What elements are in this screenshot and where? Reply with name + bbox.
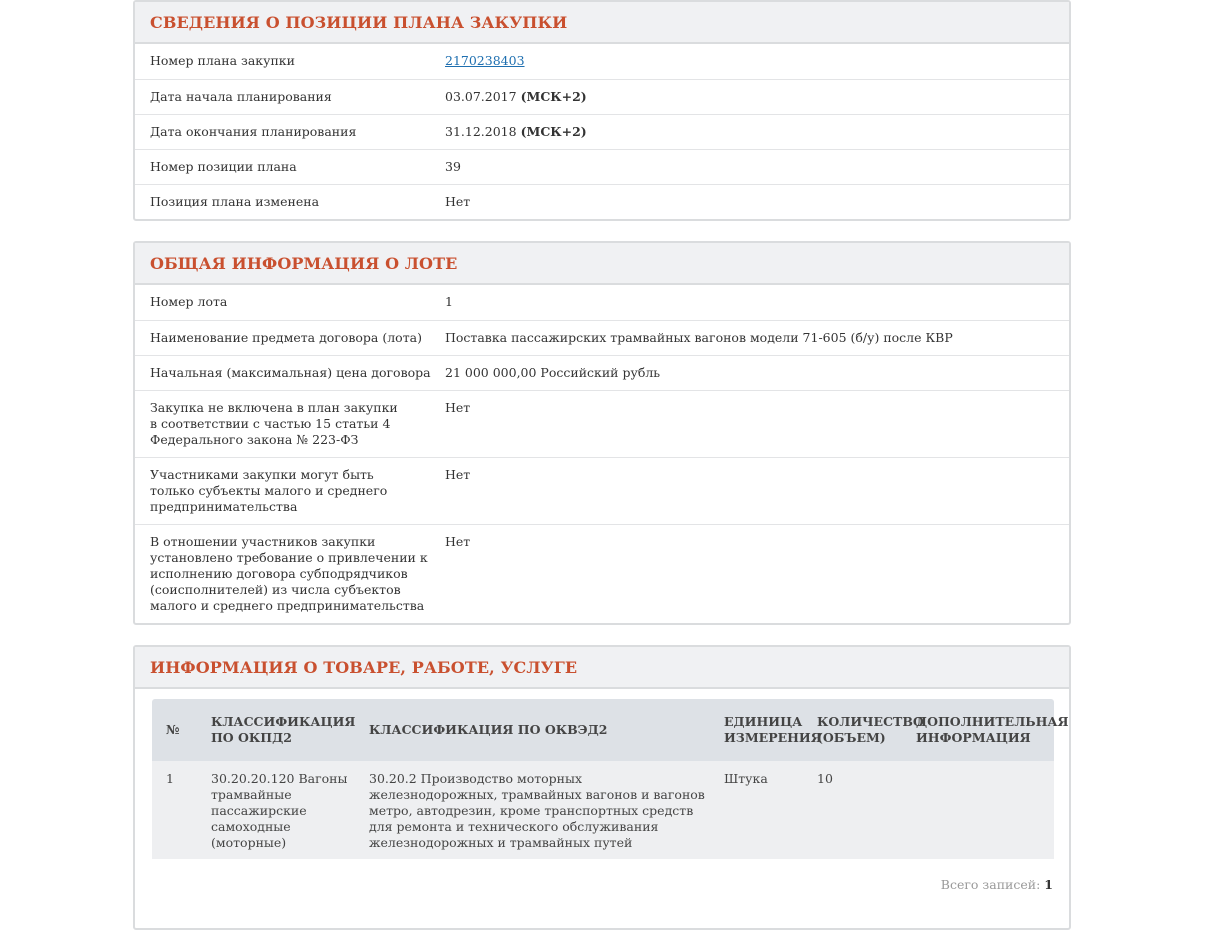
row-value: 39 xyxy=(445,159,461,174)
goods-table xyxy=(152,699,1069,859)
goods-info-panel xyxy=(133,645,1071,930)
row-label: Закупка не включена в план закупки в соответствии с частью 15 статьи 4 Федерального закона № 223-ФЗ xyxy=(150,400,398,447)
info-row xyxy=(135,184,1069,219)
lot-info-rows xyxy=(135,285,1069,624)
row-value: 31.12.2018 (МСК+2) xyxy=(445,124,587,139)
lot-info-header xyxy=(135,243,1069,285)
lot-info-title: ОБЩАЯ ИНФОРМАЦИЯ О ЛОТЕ xyxy=(150,253,458,273)
info-row xyxy=(135,355,1069,390)
info-row xyxy=(135,320,1069,355)
row-value: Нет xyxy=(445,534,471,549)
col-header-quantity: КОЛИЧЕСТВО (ОБЪЕМ) xyxy=(817,714,924,745)
table-row xyxy=(152,761,1054,859)
info-row xyxy=(135,114,1069,149)
row-value: Нет xyxy=(445,400,471,415)
row-label: Дата окончания планирования xyxy=(150,124,357,139)
row-label: Номер плана закупки xyxy=(150,53,295,68)
row-label: Номер позиции плана xyxy=(150,159,297,174)
col-header-okved2: КЛАССИФИКАЦИЯ ПО ОКВЭД2 xyxy=(369,722,608,737)
row-label: Дата начала планирования xyxy=(150,89,332,104)
timezone-suffix: (МСК+2) xyxy=(520,124,587,139)
info-row xyxy=(135,457,1069,524)
goods-info-title: ИНФОРМАЦИЯ О ТОВАРЕ, РАБОТЕ, УСЛУГЕ xyxy=(150,657,578,677)
row-label: Номер лота xyxy=(150,294,228,309)
plan-position-title: СВЕДЕНИЯ О ПОЗИЦИИ ПЛАНА ЗАКУПКИ xyxy=(150,12,568,32)
row-value: 03.07.2017 (МСК+2) xyxy=(445,89,587,104)
row-value: Нет xyxy=(445,194,471,209)
cell-number: 1 xyxy=(166,771,174,786)
cell-extra-info xyxy=(916,761,1054,859)
plan-position-header xyxy=(135,2,1069,44)
table-header xyxy=(152,699,1069,761)
col-header-number: № xyxy=(166,722,180,737)
row-value: Нет xyxy=(445,467,471,482)
col-header-extra-info: ДОПОЛНИТЕЛЬНАЯ ИНФОРМАЦИЯ xyxy=(916,714,1069,745)
info-row xyxy=(135,285,1069,320)
info-row xyxy=(135,524,1069,624)
plan-position-panel xyxy=(133,0,1071,221)
row-value: 1 xyxy=(445,294,453,309)
records-total-value: 1 xyxy=(1044,877,1053,892)
cell-okpd2: 30.20.20.120 Вагоны трамвайные пассажирские самоходные (моторные) xyxy=(211,771,348,850)
row-label: Наименование предмета договора (лота) xyxy=(150,330,422,345)
row-label: В отношении участников закупки установлено требование о привлечении к исполнению договора субподрядчиков (соисполнителей) из числа субъектов малого и среднего предпринимательства xyxy=(150,534,428,613)
info-row xyxy=(135,44,1069,79)
info-row xyxy=(135,79,1069,114)
cell-unit: Штука xyxy=(724,771,768,786)
plan-position-rows xyxy=(135,44,1069,219)
row-label: Начальная (максимальная) цена договора xyxy=(150,365,431,380)
goods-info-header xyxy=(135,647,1069,689)
row-label: Позиция плана изменена xyxy=(150,194,320,209)
lot-info-panel xyxy=(133,241,1071,625)
row-value: Поставка пассажирских трамвайных вагонов модели 71-605 (б/у) после КВР xyxy=(445,330,953,345)
cell-quantity: 10 xyxy=(817,771,833,786)
records-total-label: Всего записей: xyxy=(940,877,1041,892)
row-value: 21 000 000,00 Российский рубль xyxy=(445,365,661,380)
timezone-suffix: (МСК+2) xyxy=(520,89,587,104)
cell-okved2: 30.20.2 Производство моторных железнодорожных, трамвайных вагонов и вагонов метро, автодрезин, кроме транспортных средств для ремонта и технического обслуживания железнодорожных и трамвайных путей xyxy=(369,771,705,850)
col-header-unit: ЕДИНИЦА ИЗМЕРЕНИЯ xyxy=(724,714,822,745)
col-header-okpd2: КЛАССИФИКАЦИЯ ПО ОКПД2 xyxy=(211,714,356,745)
info-row xyxy=(135,149,1069,184)
row-label: Участниками закупки могут быть только субъекты малого и среднего предпринимательства xyxy=(150,467,388,514)
plan-number-link[interactable]: 2170238403 xyxy=(445,53,525,68)
records-total xyxy=(941,877,1053,892)
info-row xyxy=(135,390,1069,457)
